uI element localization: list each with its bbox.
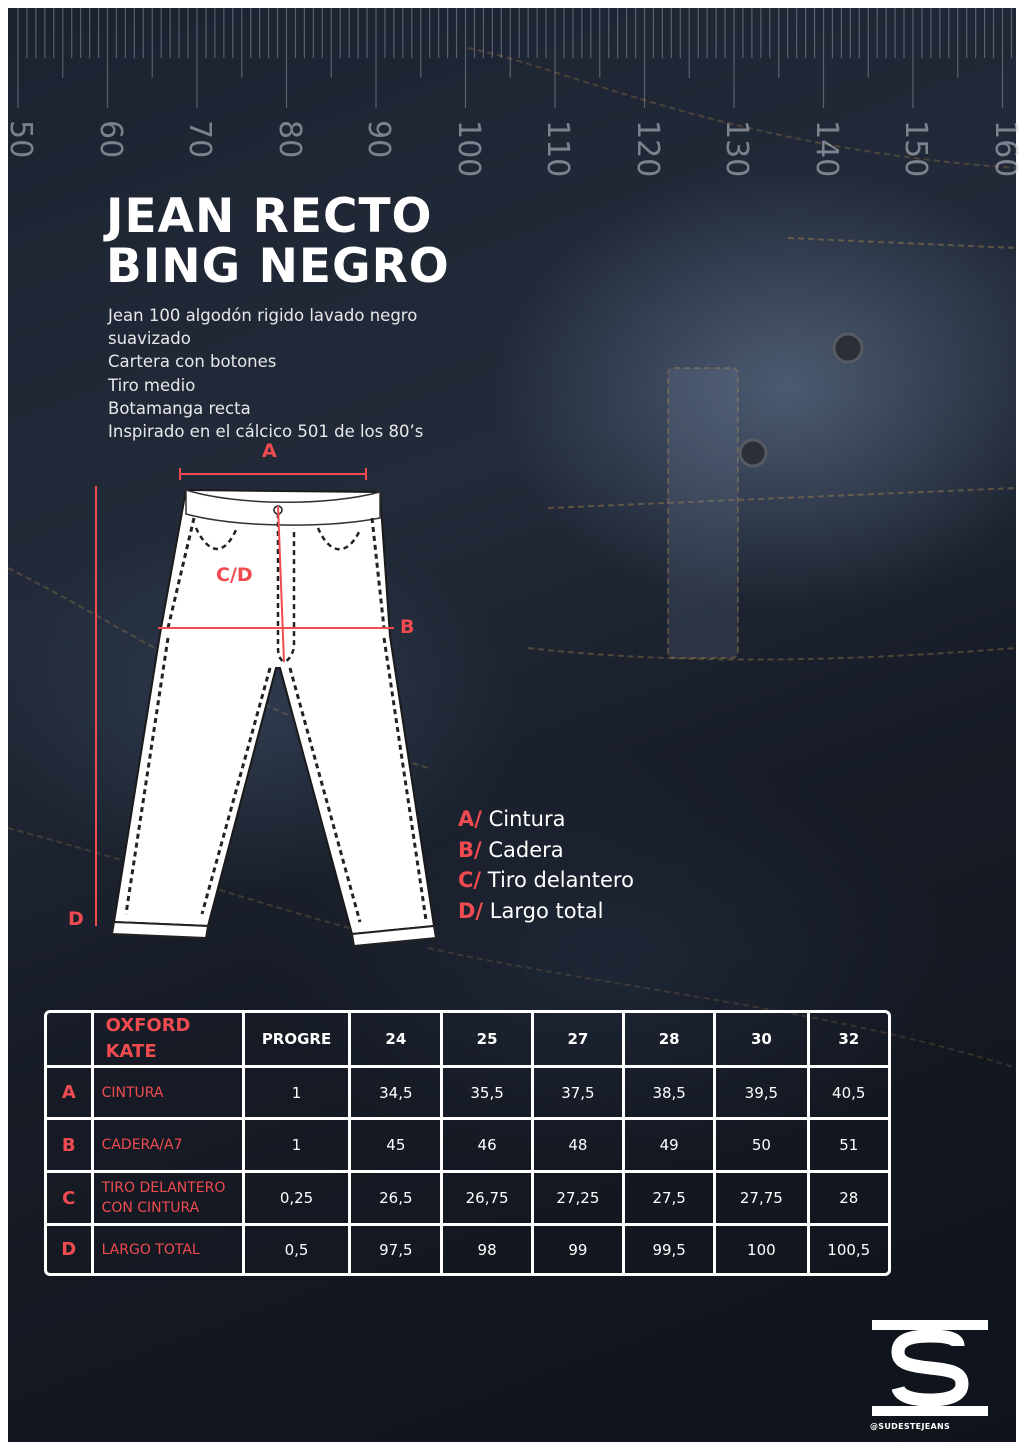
value-cell: 51	[810, 1120, 888, 1173]
ruler-number: 120	[629, 120, 665, 178]
value-cell: 34,5	[351, 1068, 443, 1120]
measurement-legend	[458, 804, 634, 926]
progre-cell: 1	[245, 1068, 351, 1120]
legend-key: A/	[458, 807, 482, 831]
pants-icon	[112, 490, 436, 946]
measure-name-line: CADERA/A7	[101, 1137, 183, 1153]
ruler-number: 70	[182, 120, 217, 159]
table-row	[47, 1120, 888, 1173]
value-cell: 98	[443, 1226, 533, 1273]
value-cell: 27,25	[534, 1173, 625, 1226]
legend-label: Cadera	[488, 837, 564, 862]
value-cell: 26,75	[443, 1173, 533, 1226]
description-line: Jean 100 algodón rigido lavado negro	[108, 306, 418, 325]
value-cell: 99,5	[625, 1226, 716, 1273]
ruler-number: 60	[92, 120, 128, 159]
value-cell: 27,5	[625, 1173, 716, 1226]
progre-header: PROGRE	[245, 1013, 351, 1068]
size-guide-page	[3, 8, 1023, 1442]
measure-name-line: LARGO TOTAL	[101, 1241, 200, 1258]
size-header: 30	[716, 1013, 809, 1068]
model-name-line: KATE	[105, 1041, 157, 1062]
description-line: suavizado	[108, 329, 191, 349]
measure-name	[94, 1173, 245, 1226]
value-cell: 38,5	[625, 1068, 716, 1120]
progre-cell: 0,5	[245, 1226, 351, 1273]
value-cell: 49	[625, 1120, 716, 1173]
legend-key: D/	[458, 898, 484, 923]
title-line-1: JEAN RECTO	[106, 189, 433, 244]
legend-item	[458, 804, 634, 835]
legend-item	[458, 835, 634, 866]
size-header: 32	[810, 1013, 888, 1068]
ruler-number: 50	[3, 120, 38, 159]
measure-name	[94, 1120, 245, 1173]
ruler-number: 90	[361, 120, 396, 159]
legend-key: B/	[458, 837, 482, 862]
size-header: 27	[534, 1013, 625, 1068]
measure-name-line: TIRO DELANTERO	[101, 1180, 226, 1196]
value-cell: 46	[443, 1120, 533, 1173]
value-cell: 99	[534, 1226, 625, 1273]
value-cell: 100	[716, 1226, 809, 1273]
header-empty-cell	[47, 1013, 94, 1068]
legend-label: Cintura	[488, 807, 566, 831]
legend-item	[458, 896, 634, 927]
ruler-number: 150	[898, 120, 933, 178]
model-name-line: OXFORD	[105, 1015, 191, 1036]
value-cell: 97,5	[351, 1226, 443, 1273]
legend-item	[458, 865, 634, 896]
value-cell: 50	[716, 1120, 809, 1173]
value-cell: 35,5	[443, 1068, 533, 1120]
value-cell: 39,5	[716, 1068, 809, 1120]
size-header: 28	[625, 1013, 716, 1068]
value-cell: 45	[351, 1120, 443, 1173]
value-cell: 27,75	[716, 1173, 809, 1226]
size-header: 25	[443, 1013, 533, 1068]
value-cell: 26,5	[351, 1173, 443, 1226]
ruler-number: 110	[540, 120, 575, 178]
value-cell: 28	[810, 1173, 888, 1226]
row-letter: A	[47, 1068, 94, 1120]
ruler-number: 100	[450, 120, 486, 178]
description-line: Botamanga recta	[108, 398, 251, 418]
brand-logo-icon	[872, 1320, 988, 1416]
table-row	[47, 1173, 888, 1226]
row-letter: D	[47, 1226, 94, 1273]
size-header: 24	[351, 1013, 443, 1068]
title-line-2: BING NEGRO	[106, 239, 450, 294]
measure-name	[94, 1226, 245, 1273]
measure-label-cd: C/D	[216, 564, 253, 586]
row-letter: C	[47, 1173, 94, 1226]
description-line: Inspirado en el cálcico 501 de los 80’s	[108, 422, 424, 442]
model-name-cell	[94, 1013, 245, 1068]
value-cell: 37,5	[534, 1068, 625, 1120]
ruler-number: 140	[808, 120, 844, 178]
measure-name	[94, 1068, 245, 1120]
table-row	[47, 1068, 888, 1120]
description-line: Tiro medio	[108, 375, 196, 395]
value-cell: 100,5	[827, 1240, 871, 1259]
value-cell: 48	[534, 1120, 625, 1173]
brand-handle: @SUDESTEJEANS	[870, 1422, 951, 1431]
table-header-row	[47, 1013, 888, 1068]
legend-key: C/	[458, 868, 482, 892]
progre-cell: 0,25	[245, 1173, 351, 1226]
measure-name-line: CINTURA	[101, 1084, 164, 1101]
legend-label: Largo total	[489, 898, 604, 923]
row-letter: B	[47, 1120, 94, 1173]
measure-label-b: B	[400, 616, 415, 638]
ruler-number: 130	[719, 120, 754, 178]
measure-name-line: CON CINTURA	[101, 1200, 200, 1216]
ruler-number: 80	[271, 120, 307, 159]
size-table	[44, 1010, 891, 1276]
ruler-number: 160	[987, 120, 1023, 178]
legend-label: Tiro delantero	[487, 868, 634, 892]
progre-cell: 1	[245, 1120, 351, 1173]
measure-label-d: D	[68, 908, 84, 930]
description-line: Cartera con botones	[108, 352, 277, 372]
table-row	[47, 1226, 888, 1273]
measure-label-a: A	[262, 440, 277, 462]
value-cell: 40,5	[810, 1068, 888, 1120]
